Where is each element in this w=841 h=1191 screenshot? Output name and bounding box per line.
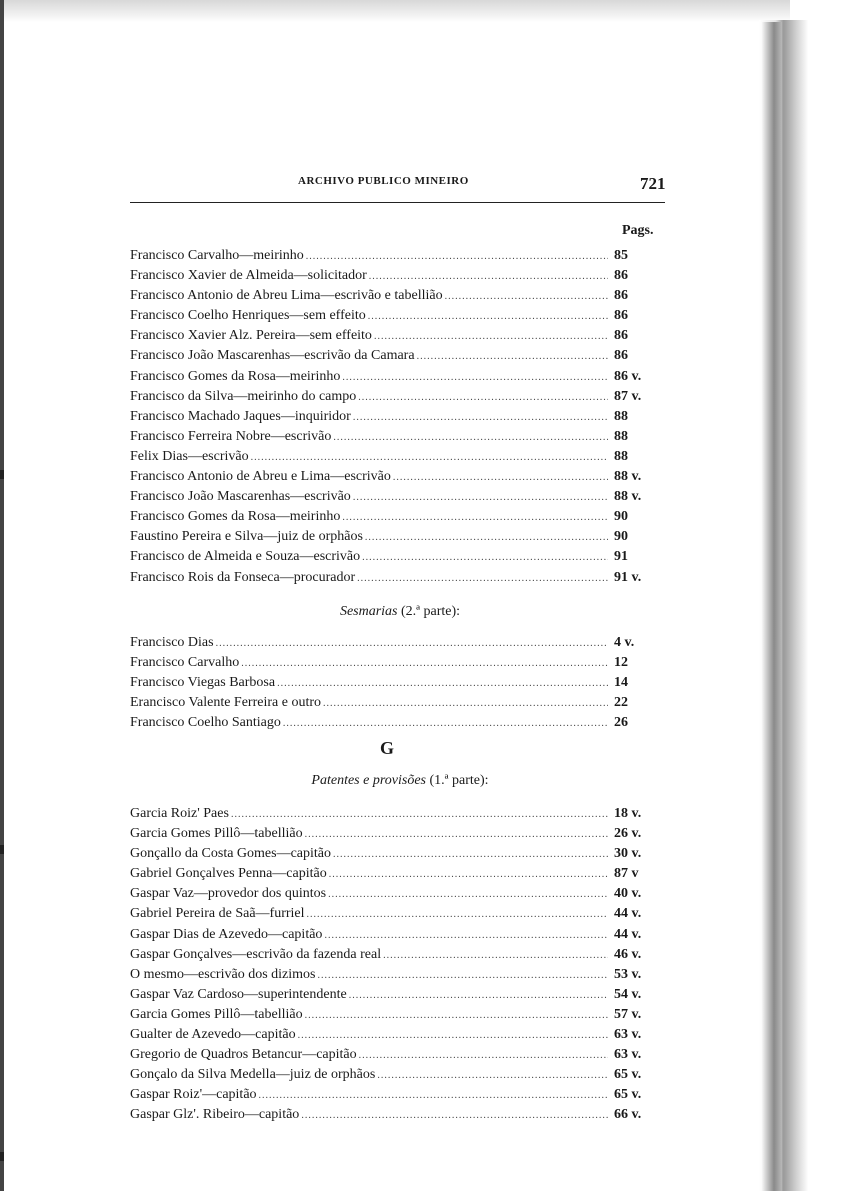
entry-name: Francisco Ferreira Nobre—escrivão — [130, 428, 332, 444]
entry-name: Francisco Viegas Barbosa — [130, 675, 276, 691]
index-entry — [130, 1067, 670, 1087]
index-entry — [130, 248, 670, 268]
index-list-patentes — [130, 806, 670, 1128]
dot-leader — [324, 930, 608, 941]
entry-page: 40 v. — [614, 886, 642, 902]
section-title-patentes — [130, 773, 670, 789]
entry-name: Gaspar Vaz Cardoso—superintendente — [130, 986, 347, 1002]
index-entry — [130, 927, 670, 947]
index-entry — [130, 449, 670, 469]
dot-leader — [329, 869, 608, 880]
dot-leader — [393, 472, 608, 483]
entry-page: 44 v. — [614, 926, 642, 942]
entry-page: 86 — [614, 308, 628, 324]
entry-name: Gaspar Dias de Azevedo—capitão — [130, 926, 323, 942]
entry-name: Gaspar Vaz—provedor dos quintos — [130, 886, 327, 902]
dot-leader — [283, 718, 608, 729]
entry-name: Francisco Antonio de Abreu e Lima—escrivão — [130, 469, 391, 485]
index-entry — [130, 947, 670, 967]
entry-page: 57 v. — [614, 1006, 642, 1022]
index-entry — [130, 369, 670, 389]
entry-page: 88 — [614, 448, 628, 464]
index-entry — [130, 695, 670, 715]
entry-page: 87 v — [614, 866, 639, 882]
dot-leader — [328, 889, 608, 900]
entry-name: Gabriel Pereira de Saã—furriel — [130, 906, 305, 922]
dot-leader — [368, 311, 608, 322]
dot-leader — [362, 552, 608, 563]
entry-name: Francisco Xavier de Almeida—solicitador — [130, 268, 367, 284]
dot-leader — [301, 1110, 608, 1121]
index-entry — [130, 348, 670, 368]
entry-page: 85 — [614, 248, 628, 263]
index-list-francisco — [130, 248, 670, 590]
dot-leader — [333, 849, 608, 860]
entry-page: 30 v. — [614, 846, 642, 862]
dot-leader — [333, 432, 608, 443]
entry-page: 88 v. — [614, 489, 642, 505]
entry-page: 91 v. — [614, 569, 642, 585]
entry-name: Francisco Gomes da Rosa—meirinho — [130, 368, 341, 384]
dot-leader — [353, 412, 608, 423]
entry-name: Gualter de Azevedo—capitão — [130, 1027, 296, 1043]
entry-page: 14 — [614, 675, 628, 691]
entry-page: 26 v. — [614, 826, 642, 842]
section-title-note: (1.ª parte): — [429, 773, 489, 788]
entry-page: 87 v. — [614, 388, 642, 404]
index-entry — [130, 866, 670, 886]
entry-page: 65 v. — [614, 1087, 642, 1103]
entry-name: Francisco Coelho Santiago — [130, 715, 281, 731]
entry-page: 66 v. — [614, 1107, 642, 1123]
index-entry — [130, 308, 670, 328]
dot-leader — [323, 698, 608, 709]
entry-name: Francisco da Silva—meirinho do campo — [130, 388, 357, 404]
index-entry — [130, 1107, 670, 1127]
entry-page: 91 — [614, 549, 628, 565]
pags-column-label: Pags. — [622, 223, 654, 238]
section-title-sesmarias — [130, 604, 670, 620]
section-title-note: (2.ª parte): — [401, 604, 461, 619]
entry-page: 26 — [614, 715, 628, 731]
index-entry — [130, 806, 670, 826]
index-entry — [130, 429, 670, 449]
dot-leader — [342, 512, 608, 523]
entry-page: 88 v. — [614, 469, 642, 485]
index-entry — [130, 826, 670, 846]
entry-name: Gonçallo da Costa Gomes—capitão — [130, 846, 332, 862]
dot-leader — [374, 331, 608, 342]
entry-name: Francisco Machado Jaques—inquiridor — [130, 408, 351, 424]
entry-page: 54 v. — [614, 986, 642, 1002]
section-title-text: Patentes e provisões — [311, 773, 426, 788]
entry-page: 88 — [614, 428, 628, 444]
index-entry — [130, 469, 670, 489]
dot-leader — [369, 271, 608, 282]
dot-leader — [383, 950, 608, 961]
dot-leader — [251, 452, 608, 463]
dot-leader — [349, 990, 608, 1001]
entry-page: 63 v. — [614, 1047, 642, 1063]
entry-name: Francisco Antonio de Abreu Lima—escrivão e tabellião — [130, 288, 443, 304]
index-entry — [130, 268, 670, 288]
page-number: 721 — [640, 174, 666, 193]
dot-leader — [307, 909, 608, 920]
entry-name: Francisco Carvalho—meirinho — [130, 248, 304, 263]
index-entry — [130, 846, 670, 866]
index-entry — [130, 967, 670, 987]
index-entry — [130, 549, 670, 569]
entry-name: Francisco João Mascarenhas—escrivão — [130, 489, 351, 505]
dot-leader — [342, 372, 608, 383]
dot-leader — [357, 573, 608, 584]
entry-name: Francisco Coelho Henriques—sem effeito — [130, 308, 366, 324]
index-entry — [130, 509, 670, 529]
dot-leader — [241, 658, 608, 669]
entry-name: Gaspar Glz'. Ribeiro—capitão — [130, 1107, 300, 1123]
dot-leader — [317, 970, 608, 981]
letter-heading: G — [380, 738, 395, 758]
index-entry — [130, 886, 670, 906]
index-entry — [130, 715, 670, 735]
entry-page: 12 — [614, 655, 628, 671]
index-entry — [130, 328, 670, 348]
dot-leader — [353, 492, 608, 503]
entry-name: Francisco Carvalho — [130, 655, 240, 671]
entry-name: Felix Dias—escrivão — [130, 448, 249, 464]
entry-name: Gabriel Gonçalves Penna—capitão — [130, 866, 327, 882]
entry-name: Francisco Dias — [130, 635, 214, 650]
dot-leader — [305, 1010, 608, 1021]
dot-leader — [417, 351, 608, 362]
index-entry — [130, 389, 670, 409]
dot-leader — [231, 809, 608, 820]
dot-leader — [358, 392, 608, 403]
index-entry — [130, 906, 670, 926]
index-entry — [130, 675, 670, 695]
entry-page: 86 — [614, 268, 628, 284]
index-list-sesmarias — [130, 635, 670, 735]
index-entry — [130, 635, 670, 655]
entry-name: Garcia Roiz' Paes — [130, 806, 229, 821]
entry-name: O mesmo—escrivão dos dizimos — [130, 966, 316, 982]
entry-name: Faustino Pereira e Silva—juiz de orphãos — [130, 529, 363, 545]
index-entry — [130, 1047, 670, 1067]
dot-leader — [365, 532, 608, 543]
entry-page: 86 v. — [614, 368, 642, 384]
entry-page: 22 — [614, 695, 628, 711]
entry-name: Gaspar Roiz'—capitão — [130, 1087, 257, 1103]
index-entry — [130, 529, 670, 549]
dot-leader — [259, 1090, 608, 1101]
entry-name: Gaspar Gonçalves—escrivão da fazenda real — [130, 946, 382, 962]
dot-leader — [298, 1030, 608, 1041]
entry-page: 18 v. — [614, 806, 642, 821]
dot-leader — [277, 678, 608, 689]
entry-page: 63 v. — [614, 1027, 642, 1043]
dot-leader — [445, 291, 608, 302]
entry-page: 46 v. — [614, 946, 642, 962]
index-entry — [130, 570, 670, 590]
entry-page: 90 — [614, 529, 628, 545]
index-entry — [130, 987, 670, 1007]
entry-name: Francisco João Mascarenhas—escrivão da Camara — [130, 348, 415, 364]
entry-name: Francisco Rois da Fonseca—procurador — [130, 569, 356, 585]
index-entry — [130, 1027, 670, 1047]
header-rule — [130, 202, 665, 203]
index-entry — [130, 1087, 670, 1107]
entry-page: 4 v. — [614, 635, 635, 650]
entry-page: 65 v. — [614, 1067, 642, 1083]
entry-name: Francisco Xavier Alz. Pereira—sem effeito — [130, 328, 372, 344]
dot-leader — [359, 1050, 608, 1061]
index-entry — [130, 409, 670, 429]
entry-name: Gonçalo da Silva Medella—juiz de orphãos — [130, 1067, 376, 1083]
index-entry — [130, 489, 670, 509]
entry-name: Erancisco Valente Ferreira e outro — [130, 695, 321, 711]
entry-name: Francisco de Almeida e Souza—escrivão — [130, 549, 361, 565]
index-entry — [130, 288, 670, 308]
entry-page: 86 — [614, 348, 628, 364]
entry-name: Garcia Gomes Pillô—tabellião — [130, 1006, 303, 1022]
entry-page: 53 v. — [614, 966, 642, 982]
index-entry — [130, 655, 670, 675]
entry-page: 90 — [614, 509, 628, 525]
entry-page: 88 — [614, 408, 628, 424]
section-title-text: Sesmarias — [339, 604, 398, 619]
dot-leader — [306, 251, 608, 262]
entry-name: Garcia Gomes Pillô—tabellião — [130, 826, 303, 842]
entry-name: Francisco Gomes da Rosa—meirinho — [130, 509, 341, 525]
entry-page: 86 — [614, 288, 628, 304]
index-entry — [130, 1007, 670, 1027]
entry-name: Gregorio de Quadros Betancur—capitão — [130, 1047, 357, 1063]
dot-leader — [216, 638, 608, 649]
running-title: ARCHIVO PUBLICO MINEIRO — [298, 175, 469, 187]
dot-leader — [305, 829, 608, 840]
entry-page: 86 — [614, 328, 628, 344]
dot-leader — [377, 1070, 608, 1081]
entry-page: 44 v. — [614, 906, 642, 922]
